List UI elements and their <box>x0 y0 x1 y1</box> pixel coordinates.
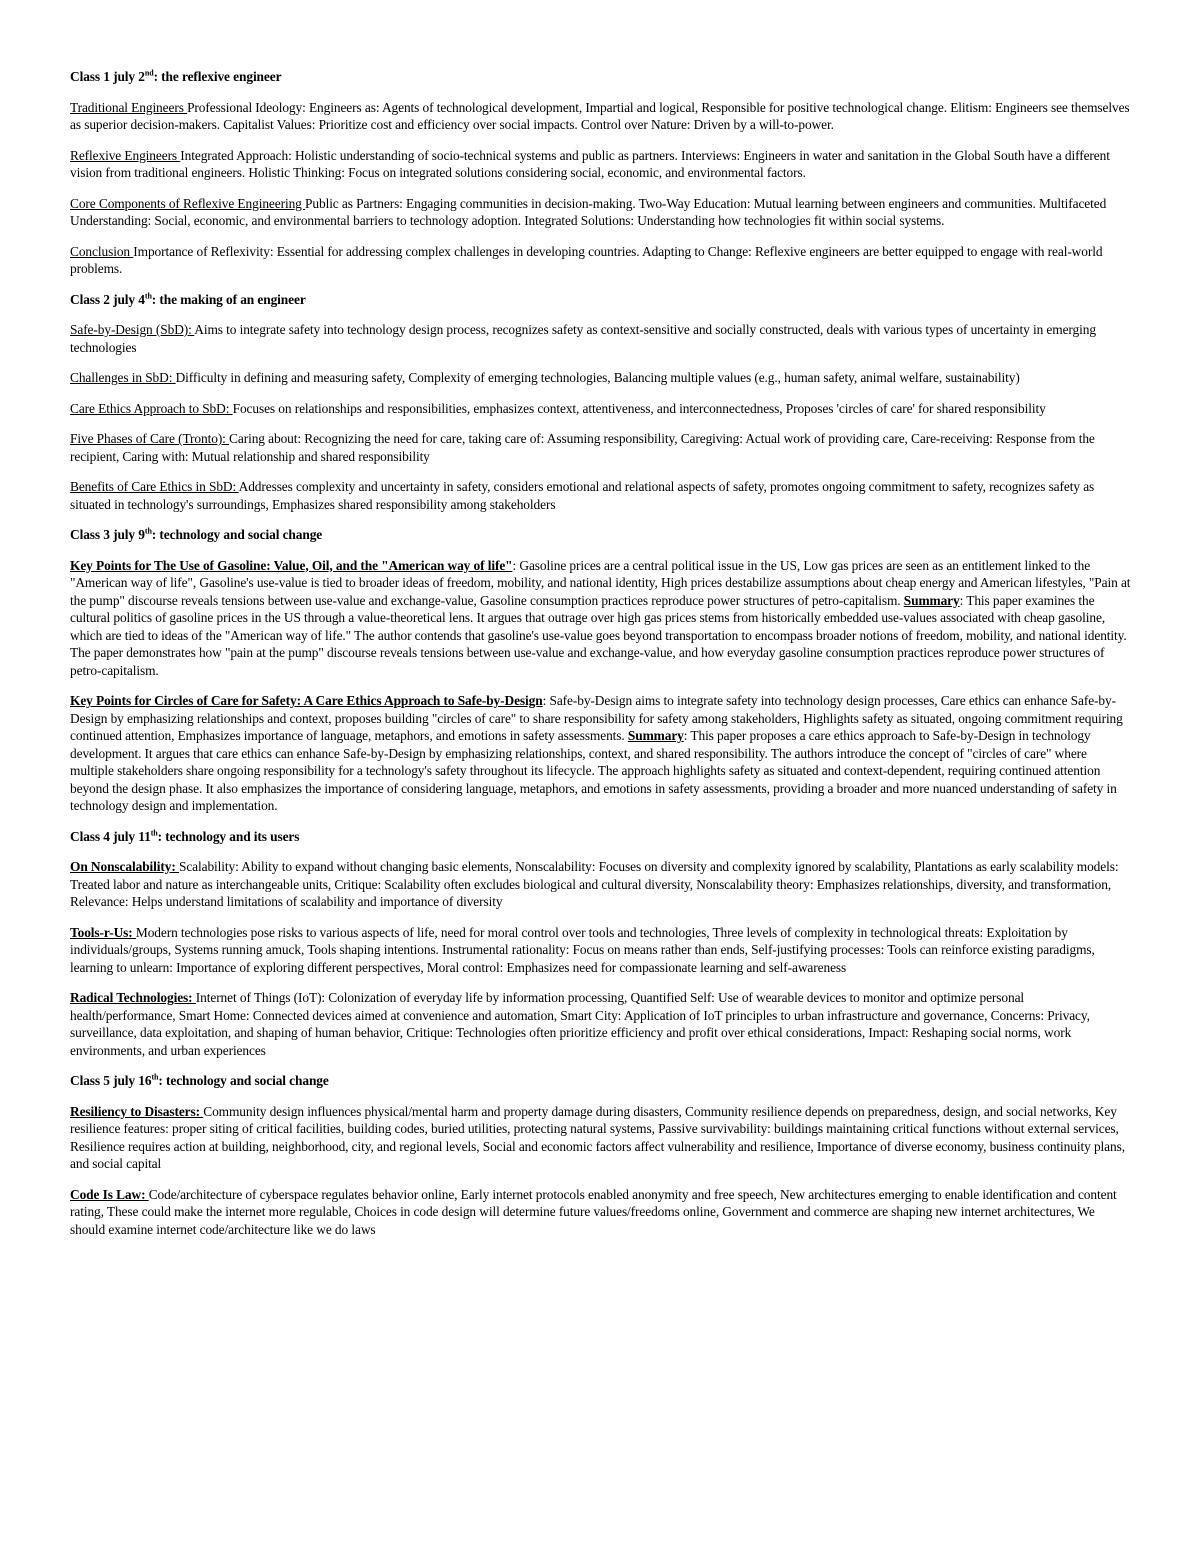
class-heading-suffix: th <box>151 1072 159 1082</box>
note-body: Public as Partners: Engaging communities in decision-making. Two-Way Education: Mutual learning between engineers and communities. Multifaceted Understanding: Social, economic, and environmental barriers to technology adoption. Integrated Solutions: Understanding how technologies fit within social systems. <box>70 195 1107 228</box>
class-heading <box>70 828 1132 846</box>
class-heading-topic: : the making of an engineer <box>151 291 306 307</box>
class-3-section <box>70 526 1132 815</box>
note-paragraph <box>70 924 1132 977</box>
note-label: Reflexive Engineers <box>70 147 181 163</box>
note-body: Code/architecture of cyberspace regulates behavior online, Early internet protocols enabled anonymity and free speech, New architectures emerging to enable identification and content rating, These could make the internet more regulable, Choices in code design will determine future values/freedoms online, Government and commerce are shaping new internet architectures, We should examine internet code/architecture like we do laws <box>70 1186 1117 1237</box>
class-heading-topic: : technology and social change <box>151 527 323 542</box>
note-label: Benefits of Care Ethics in SbD: <box>70 479 239 494</box>
class-heading <box>70 1072 1132 1090</box>
note-paragraph <box>70 1103 1132 1173</box>
class-heading-suffix: th <box>144 291 152 301</box>
note-body: Focuses on relationships and responsibilities, emphasizes context, attentiveness, and interconnectedness, Proposes 'circles of care' for shared responsibility <box>232 400 1046 416</box>
note-label: Core Components of Reflexive Engineering <box>70 195 306 211</box>
class-heading <box>70 291 1132 309</box>
class-4-section <box>70 828 1132 1060</box>
class-heading-topic: : technology and social change <box>158 1073 329 1088</box>
class-heading-suffix: th <box>144 526 152 536</box>
note-label: Conclusion <box>70 243 134 259</box>
note-label: Key Points for The Use of Gasoline: Value, Oil, and the "American way of life" <box>70 557 513 573</box>
note-label: Safe-by-Design (SbD): <box>70 322 195 337</box>
note-body: : Gasoline prices are a central political issue in the US, Low gas prices are seen as an entitlement linked to the "American way of life", Gasoline's use-value is tied to broader ideas of freedom, mobility, and national identity, High prices destabilize assumptions about cheap energy and American lifestyles, "Pain at the pump" discourse reveals tensions between use-value and exchange-value, Gasoline consumption practices reproduce power structures of petro-capitalism. <box>70 557 1131 608</box>
class-1-section <box>70 68 1132 278</box>
note-body: Addresses complexity and uncertainty in safety, considers emotional and relational aspects of safety, promotes ongoing commitment to safety, recognizes safety as situated in technology's surroundings, Emphasizes shared responsibility among stakeholders <box>70 479 1095 512</box>
note-paragraph <box>70 692 1132 815</box>
note-label: On Nonscalability: <box>70 859 179 874</box>
summary-body: : This paper examines the cultural politics of gasoline prices in the US through a value-theoretical lens. It argues that outrage over high gas prices stems from historically embedded use-values associated with cheap gasoline, which are tied to ideas of the "American way of life." The author contends that gasoline's use-value goes beyond transportation to encompass broader notions of freedom, mobility, and national identity. The paper demonstrates how "pain at the pump" discourse reveals tensions between use-value and exchange-value, and how everyday gasoline consumption practices reproduce power structures of petro-capitalism. <box>70 592 1127 678</box>
class-heading-date: Class 1 july 2 <box>70 69 145 84</box>
note-label: Key Points for Circles of Care for Safety: A Care Ethics Approach to Safe-by-Design <box>70 693 543 708</box>
class-heading-date: Class 2 july 4 <box>70 291 145 307</box>
class-5-section <box>70 1072 1132 1238</box>
note-label: Challenges in SbD: <box>70 370 176 385</box>
note-body: Caring about: Recognizing the need for care, taking care of: Assuming responsibility, Caregiving: Actual work of providing care, Care-receiving: Response from the recipient, Caring with: Mutual relationship and shared responsibility <box>70 431 1095 464</box>
note-paragraph <box>70 99 1132 134</box>
note-paragraph <box>70 557 1132 680</box>
class-heading <box>70 526 1132 544</box>
note-body: Modern technologies pose risks to various aspects of life, need for moral control over tools and technologies, Three levels of complexity in technological threats: Exploitation by individuals/groups, Systems running amuck, Tools shaping intentions. Instrumental rationality: Focus on means rather than ends, Self-justifying processes: Tools can reinforce existing paradigms, learning to unlearn: Importance of exploring different perspectives, Moral control: Emphasizes need for compassionate learning and self-awareness <box>70 924 1095 975</box>
note-body: Community design influences physical/mental harm and property damage during disasters, Community resilience depends on preparedness, design, and social networks, Key resilience features: proper siting of critical facilities, building codes, buried utilities, protecting natural systems, Passive survivability: buildings maintaining critical functions without external services, Resilience requires action at building, neighborhood, city, and regional levels, Social and economic factors affect vulnerability and resilience, Importance of diverse economy, business continuity plans, and social capital <box>70 1103 1125 1171</box>
note-paragraph <box>70 195 1132 230</box>
note-body: Aims to integrate safety into technology design process, recognizes safety as context-sensitive and socially constructed, deals with various types of uncertainty in emerging technologies <box>70 322 1096 355</box>
note-body: Importance of Reflexivity: Essential for addressing complex challenges in developing countries. Adapting to Change: Reflexive engineers are better equipped to engage with real-world problems. <box>70 243 1103 276</box>
class-heading-date: Class 3 july 9 <box>70 527 145 542</box>
note-body: : Safe-by-Design aims to integrate safety into technology design processes, Care ethics can enhance Safe-by-Design by emphasizing relationships and context, proposes building "circles of care" to share responsibility for safety among stakeholders, Highlights safety as situated, ongoing commitment requiring continued attention, Emphasizes importance of language, metaphors, and emotions in safety assessments. <box>70 693 1123 743</box>
class-heading-suffix: nd <box>144 68 154 78</box>
note-paragraph <box>70 369 1132 387</box>
note-body: Integrated Approach: Holistic understanding of socio-technical systems and public as partners. Interviews: Engineers in water and sanitation in the Global South have a different vision from traditional engineers. Holistic Thinking: Focus on integrated solutions considering social, economic, and environmental factors. <box>70 147 1110 180</box>
note-paragraph <box>70 989 1132 1059</box>
note-paragraph <box>70 243 1132 278</box>
note-label: Resiliency to Disasters: <box>70 1103 204 1119</box>
note-body: Internet of Things (IoT): Colonization of everyday life by information processing, Quantified Self: Use of wearable devices to monitor and optimize personal health/performance, Smart Home: Connected devices aimed at convenience and automation, Smart City: Application of IoT principles to urban infrastructure and governance, Concerns: Privacy, surveillance, data exploitation, and shaping of human behavior, Critique: Technologies often prioritize efficiency and profit over ethical considerations, Impact: Reshaping social norms, work environments, and urban experiences <box>70 990 1090 1058</box>
class-2-section <box>70 291 1132 514</box>
note-paragraph <box>70 147 1132 182</box>
note-body: Professional Ideology: Engineers as: Agents of technological development, Impartial and logical, Responsible for positive technological change. Elitism: Engineers see themselves as superior decision-makers. Capitalist Values: Prioritize cost and efficiency over social impacts. Control over Nature: Driven by a will-to-power. <box>70 99 1130 132</box>
class-heading <box>70 68 1132 86</box>
note-paragraph <box>70 321 1132 356</box>
note-label: Tools-r-Us: <box>70 924 136 940</box>
summary-body: : This paper proposes a care ethics approach to Safe-by-Design in technology development. It argues that care ethics can enhance Safe-by-Design by emphasizing relationships, context, and shared responsibility. The authors introduce the concept of "circles of care" where multiple stakeholders share ongoing responsibility for a technology's safety throughout its lifecycle. The approach highlights safety as situated and context-dependent, requiring continued attention beyond the design phase. It also emphasizes the importance of considering language, metaphors, and emotions in safety assessments, providing a broader and more nuanced understanding of safety in technology design and implementation. <box>70 728 1117 813</box>
class-heading-date: Class 5 july 16 <box>70 1073 152 1088</box>
note-paragraph <box>70 858 1132 911</box>
class-heading-suffix: th <box>150 828 158 838</box>
note-body: Scalability: Ability to expand without changing basic elements, Nonscalability: Focuses on diversity and complexity ignored by scalability, Plantations as early scalability models: Treated labor and nature as interchangeable units, Critique: Scalability often excludes biological and cultural diversity, Nonscalability theory: Emphasizes relationships, diversity, and transformation, Relevance: Helps understand limitations of scalability and importance of diversity <box>70 859 1119 909</box>
note-label: Care Ethics Approach to SbD: <box>70 400 233 416</box>
summary-label: Summary <box>903 592 960 608</box>
note-label: Code Is Law: <box>70 1186 149 1202</box>
note-label: Traditional Engineers <box>70 99 188 115</box>
note-label: Radical Technologies: <box>70 990 196 1005</box>
class-heading-topic: : the reflexive engineer <box>153 69 282 84</box>
note-paragraph <box>70 1186 1132 1239</box>
class-heading-topic: : technology and its users <box>157 828 300 844</box>
note-label: Five Phases of Care (Tronto): <box>70 431 230 446</box>
summary-label: Summary <box>627 728 684 743</box>
note-body: Difficulty in defining and measuring safety, Complexity of emerging technologies, Balancing multiple values (e.g., human safety, animal welfare, sustainability) <box>175 370 1020 385</box>
note-paragraph <box>70 400 1132 418</box>
note-paragraph <box>70 478 1132 513</box>
note-paragraph <box>70 430 1132 465</box>
class-heading-date: Class 4 july 11 <box>70 828 151 844</box>
